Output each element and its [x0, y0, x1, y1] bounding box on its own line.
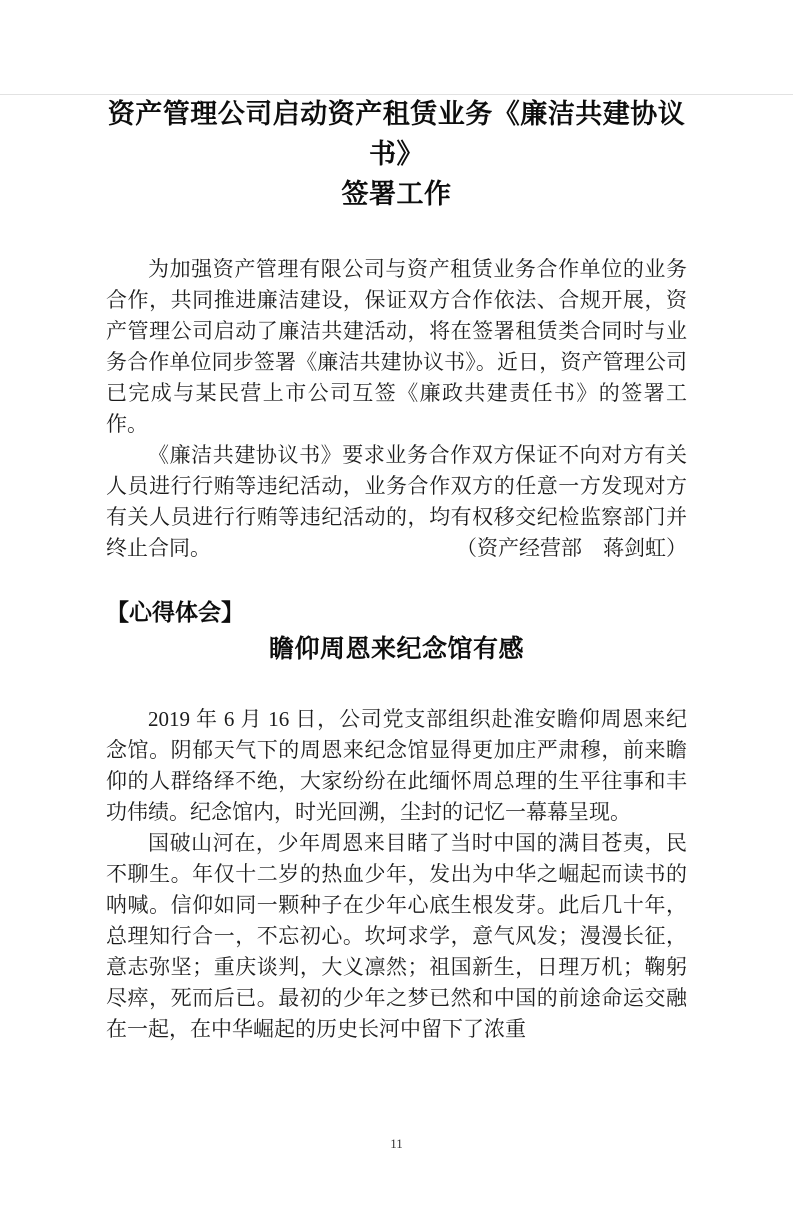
article1-title-line-1: 资产管理公司启动资产租赁业务《廉洁共建协议书》	[107, 99, 686, 169]
article2-paragraph-2: 国破山河在，少年周恩来目睹了当时中国的满目苍夷，民不聊生。年仅十二岁的热血少年，发出为中华之崛起而读书的呐喊。信仰如同一颗种子在少年心底生根发芽。此后几十年，总理知行合一，不忘初心。坎坷求学，意气风发；漫漫长征，意志弥坚；重庆谈判，大义凛然；祖国新生，日理万机；鞠躬尽瘁，死而后已。最初的少年之梦已然和中国的前途命运交融在一起，在中华崛起的历史长河中留下了浓重	[106, 831, 687, 1041]
article1-paragraph-2-text: 《廉洁共建协议书》要求业务合作双方保证不向对方有关人员进行行贿等违纪活动，业务合作双方的任意一方发现对方有关人员进行行贿等违纪活动的，均有权移交纪检监察部门并终止合同。	[106, 443, 687, 560]
article2-title: 瞻仰周恩来纪念馆有感	[268, 636, 524, 663]
article1-paragraph-2	[106, 440, 687, 564]
article1-paragraph-1: 为加强资产管理有限公司与资产租赁业务合作单位的业务合作，共同推进廉洁建设，保证双方合作依法、合规开展，资产管理公司启动了廉洁共建活动，将在签署租赁类合同时与业务合作单位同步签署《廉洁共建协议书》。近日，资产管理公司已完成与某民营上市公司互签《廉政共建责任书》的签署工作。	[106, 257, 687, 436]
article1-title	[106, 94, 687, 214]
page-content	[0, 94, 793, 1045]
document-page	[0, 94, 793, 1216]
article2-paragraph-1: 2019 年 6 月 16 日，公司党支部组织赴淮安瞻仰周恩来纪念馆。阴郁天气下的周恩来纪念馆显得更加庄严肃穆，前来瞻仰的人群络绎不绝，大家纷纷在此缅怀周总理的生平往事和丰功伟绩。纪念馆内，时光回溯，尘封的记忆一幕幕呈现。	[106, 707, 687, 824]
article2-body	[106, 704, 687, 1045]
article1-title-line-2: 签署工作	[341, 179, 452, 209]
page-top-edge	[0, 94, 793, 95]
section-label: 【心得体会】	[106, 600, 244, 625]
page-number: 11	[390, 1136, 403, 1151]
article1-body	[106, 254, 687, 564]
article1-attribution: （资产经营部 蒋剑虹）	[456, 536, 687, 560]
